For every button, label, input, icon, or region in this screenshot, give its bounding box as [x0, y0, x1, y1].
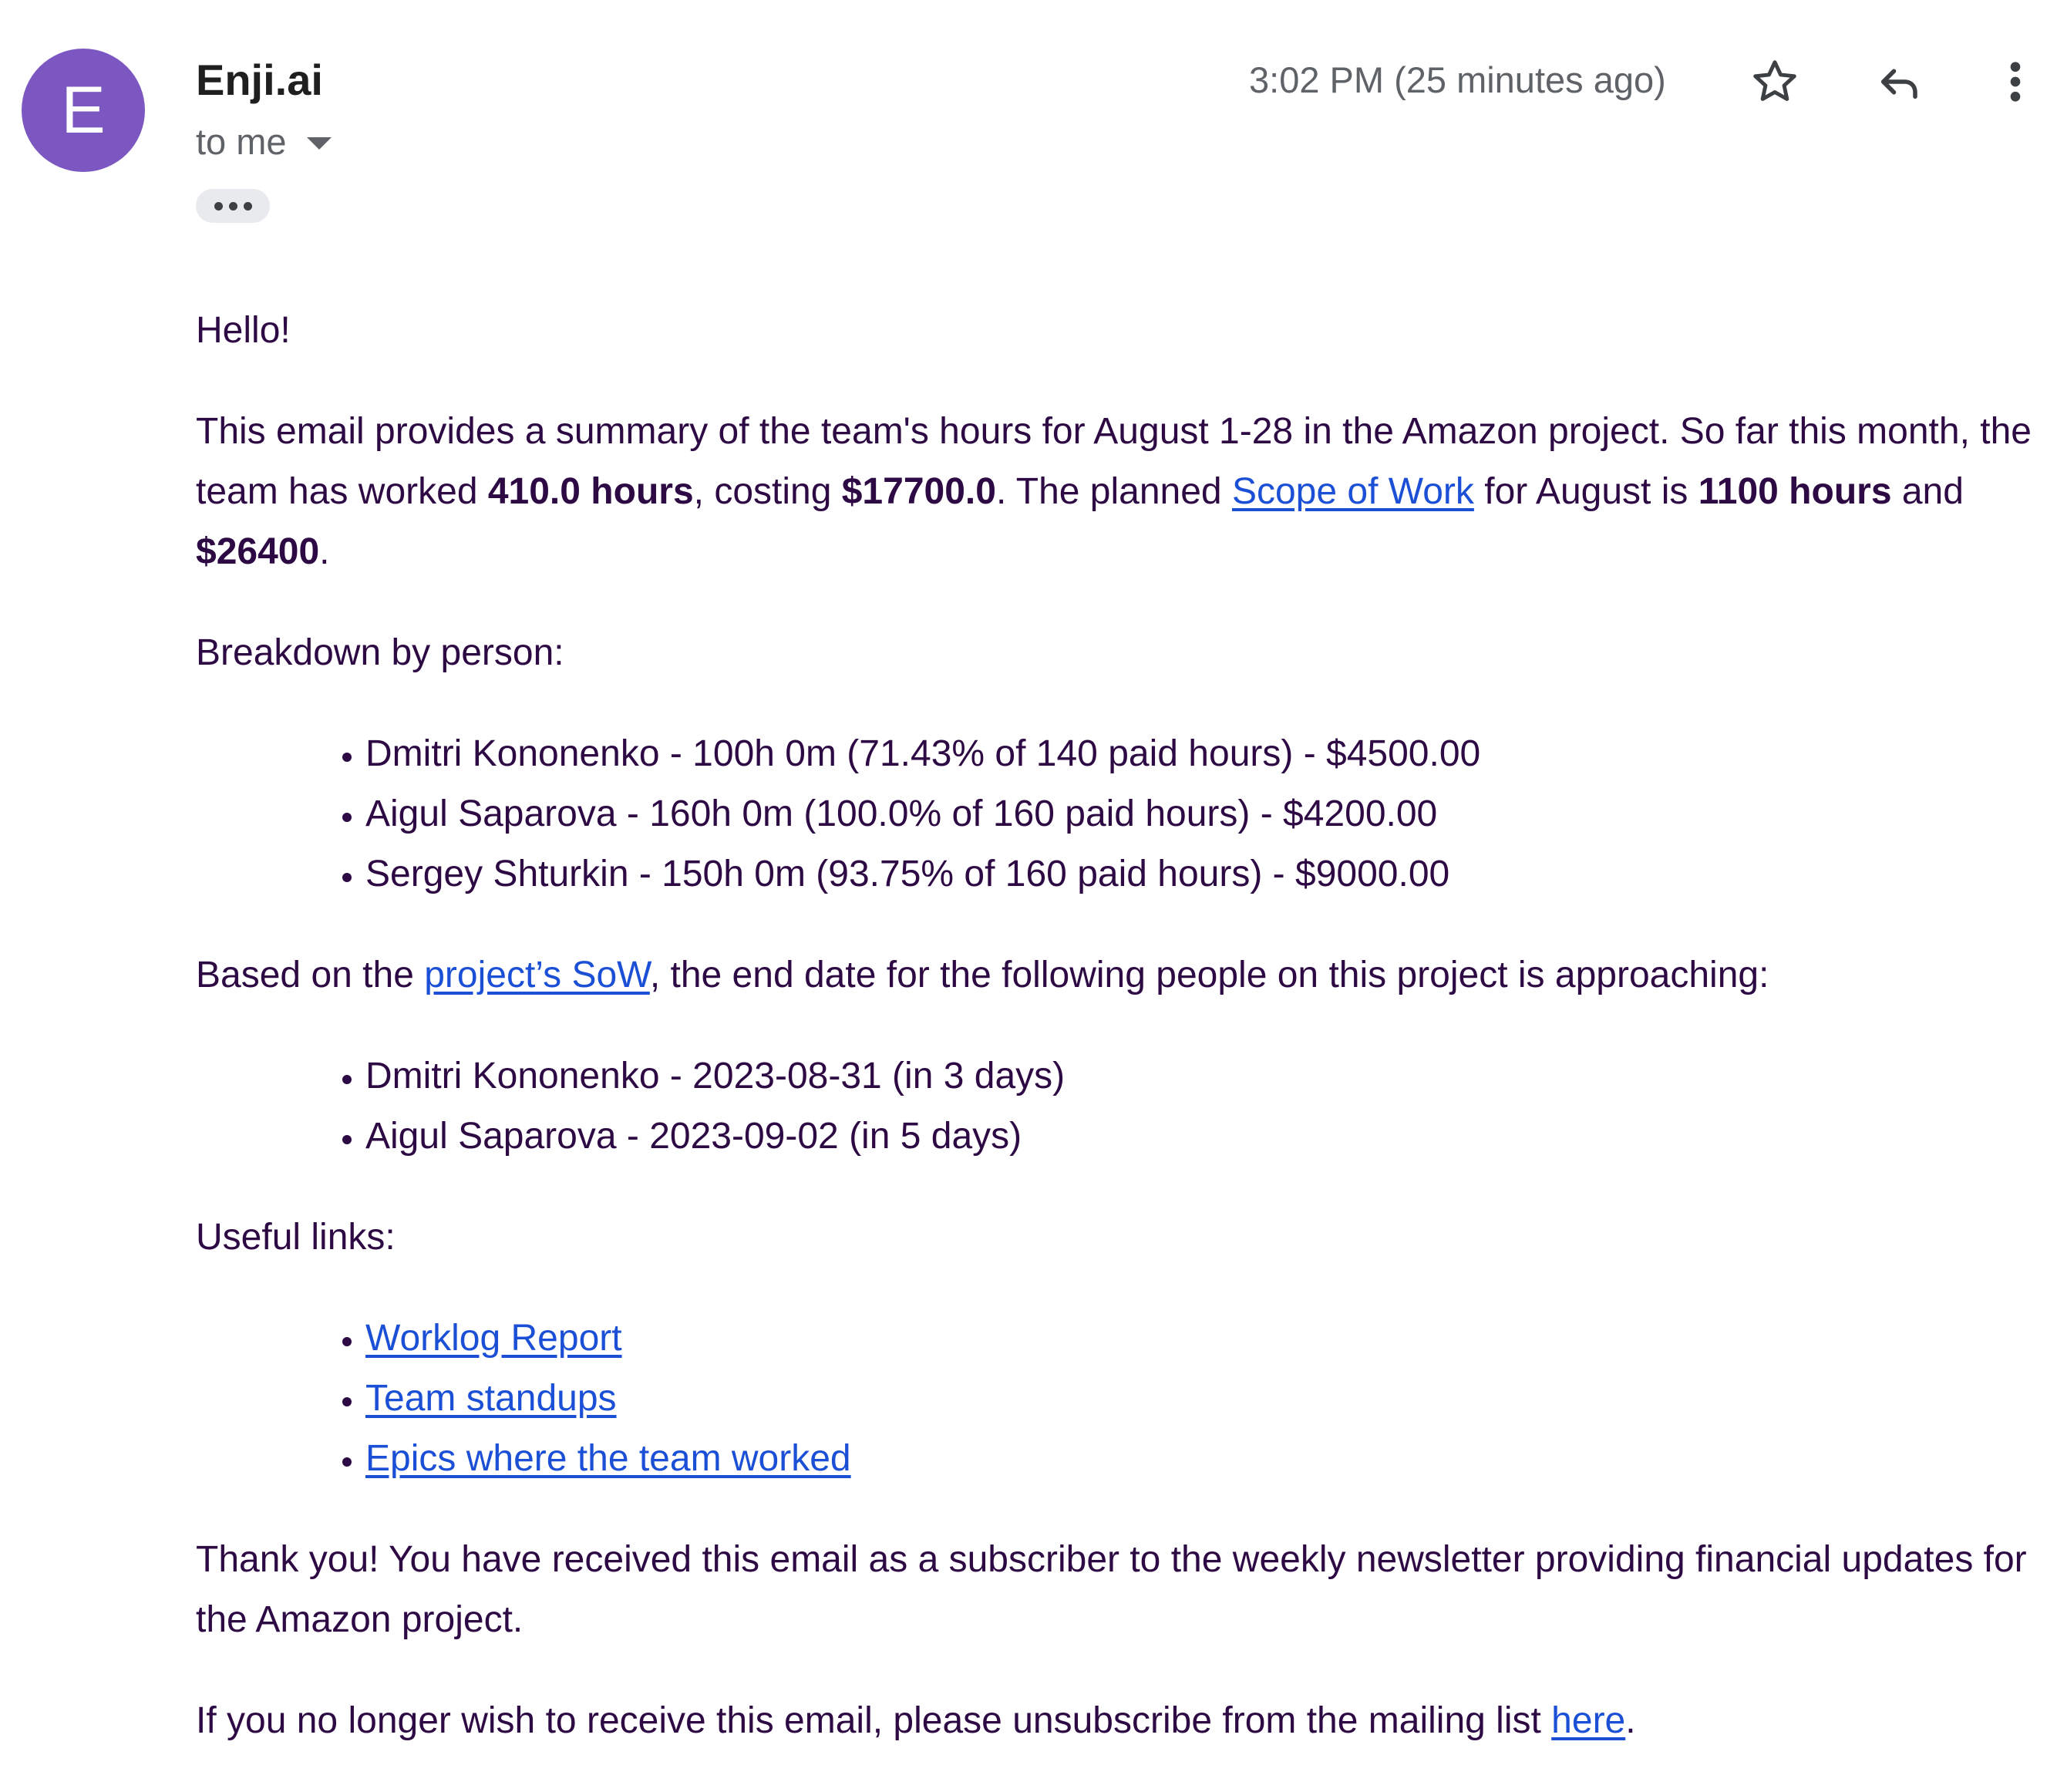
end-date-text: Based on the	[196, 955, 425, 995]
chevron-down-icon	[307, 137, 332, 150]
ellipsis-dot	[229, 202, 237, 211]
list-item: • Dmitri Kononenko - 100h 0m (71.43% of 140 paid hours) - $4500.00	[365, 724, 2038, 784]
summary-intro: This email provides a summary of the team's hours for August 1-28 in the Amazon project. So far this month, the team has worked	[196, 411, 2032, 512]
list-item: • Sergey Shturkin - 150h 0m (93.75% of 160 paid hours) - $9000.00	[365, 844, 2038, 904]
unsubscribe-text: If you no longer wish to receive this email, please unsubscribe from the mailing list	[196, 1700, 1552, 1741]
reply-button[interactable]	[1867, 51, 1929, 113]
unsubscribe-text: .	[1625, 1700, 1636, 1741]
list-item: • Aigul Saparova - 2023-09-02 (in 5 days)	[365, 1107, 2038, 1167]
list-item: • Dmitri Kononenko - 2023-08-31 (in 3 days)	[365, 1046, 2038, 1107]
star-outline-icon	[1749, 56, 1800, 107]
email-body	[196, 301, 2038, 1792]
scope-of-work-link[interactable]: Scope of Work	[1231, 471, 1474, 512]
ellipsis-dot	[214, 202, 223, 211]
email-timestamp: 3:02 PM (25 minutes ago)	[1249, 59, 1666, 100]
epics-link[interactable]: Epics where the team worked	[365, 1438, 851, 1479]
end-date-paragraph	[196, 945, 2038, 1005]
more-vertical-icon	[2008, 56, 2023, 107]
summary-paragraph	[196, 402, 2038, 582]
planned-hours: 1100 hours	[1698, 471, 1892, 512]
unsubscribe-link[interactable]: here	[1551, 1700, 1626, 1741]
ellipsis-dot	[244, 202, 252, 211]
hours-worked: 410.0 hours	[487, 471, 694, 512]
sender-avatar[interactable]: E	[22, 49, 145, 172]
more-options-button[interactable]	[1992, 51, 2038, 113]
thanks-paragraph: Thank you! You have received this email as a subscriber to the weekly newsletter providing financial updates for the Amazon project.	[196, 1539, 2027, 1640]
show-trimmed-content-button[interactable]	[196, 189, 270, 223]
list-item	[365, 1309, 2038, 1369]
reply-arrow-icon	[1873, 56, 1924, 107]
list-item: • Aigul Saparova - 160h 0m (100.0% of 160 paid hours) - $4200.00	[365, 784, 2038, 844]
unsubscribe-paragraph	[196, 1691, 2038, 1751]
summary-text: and	[1891, 471, 1964, 512]
worklog-report-link[interactable]: Worklog Report	[365, 1318, 622, 1359]
recipient-label: to me	[196, 121, 287, 162]
end-date-list	[196, 1046, 2038, 1167]
recipient-dropdown[interactable]	[196, 120, 332, 164]
useful-links-heading: Useful links:	[196, 1217, 396, 1258]
list-item	[365, 1429, 2038, 1489]
summary-text: . The planned	[995, 471, 1232, 512]
star-button[interactable]	[1744, 51, 1806, 113]
breakdown-heading: Breakdown by person:	[196, 632, 564, 673]
list-item	[365, 1369, 2038, 1429]
team-standups-link[interactable]: Team standups	[365, 1378, 617, 1419]
sender-name[interactable]: Enji.ai	[196, 56, 323, 104]
greeting: Hello!	[196, 310, 291, 351]
summary-text: for August is	[1473, 471, 1698, 512]
summary-text: .	[319, 531, 330, 572]
summary-text: , costing	[693, 471, 842, 512]
breakdown-list	[196, 724, 2038, 904]
planned-cost: $26400	[196, 531, 320, 572]
cost-amount: $17700.0	[841, 471, 996, 512]
end-date-text: , the end date for the following people on this project is approaching:	[649, 955, 1769, 995]
project-sow-link[interactable]: project’s SoW	[424, 955, 650, 995]
useful-links-list	[196, 1309, 2038, 1489]
